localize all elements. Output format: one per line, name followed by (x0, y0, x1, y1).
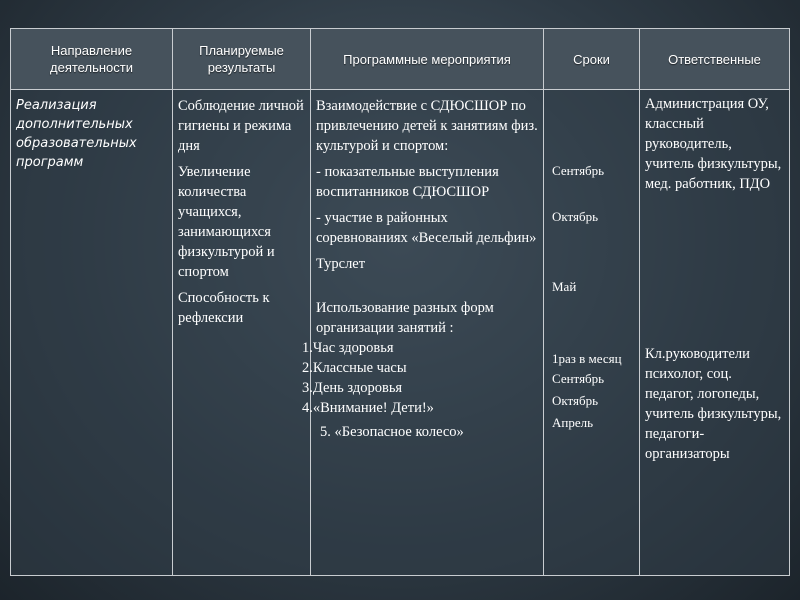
list-item-last: 5. «Безопасное колесо» (320, 424, 464, 440)
cell-results (173, 90, 311, 576)
responsible-text: Администрация ОУ, классный руководитель, учитель физкультуры, мед. работник, ПДО (645, 96, 782, 192)
date-value: Май (552, 279, 577, 294)
date-value: Октябрь (552, 393, 599, 408)
date-value: Сентябрь (552, 371, 605, 386)
direction-text: Реализация дополнительных образовательных программ (16, 98, 137, 170)
header-dates: Сроки (544, 29, 640, 90)
date-value: Апрель (552, 415, 594, 430)
result-item: Способность к рефлексии (178, 290, 270, 326)
result-item: Соблюдение личной гигиены и режима дня (178, 98, 304, 154)
events-intro: Взаимодействие с СДЮСШОР по привлечению детей к занятиям физ. культурой и спортом: (316, 98, 538, 154)
cell-dates (544, 90, 640, 576)
header-events: Программные мероприятия (311, 29, 544, 90)
list-item: 1.Час здоровья (302, 340, 394, 356)
activity-plan-table (10, 28, 790, 576)
date-value: Сентябрь (552, 163, 605, 178)
date-value: 1раз в месяц (552, 351, 622, 366)
forms-list (302, 338, 538, 418)
cell-events (302, 90, 544, 576)
date-value: Октябрь (552, 209, 599, 224)
list-item: 2.Классные часы (302, 360, 407, 376)
events-item: - показательные выступления воспитанников СДЮСШОР (316, 164, 499, 200)
list-item: 3.День здоровья (302, 380, 403, 396)
responsible-text: Кл.руководители психолог, соц. педагог, логопеды, учитель физкультуры, педагоги-организаторы (645, 346, 782, 462)
table-row (11, 90, 790, 576)
header-row (11, 29, 790, 90)
header-responsible: Ответственные (640, 29, 790, 90)
cell-responsible (640, 90, 790, 576)
result-item: Увеличение количества учащихся, занимающихся физкультурой и спортом (178, 164, 275, 280)
cell-direction (11, 90, 173, 576)
events-item: Турслет (316, 256, 366, 272)
events-item: - участие в районных соревнованиях «Веселый дельфин» (316, 210, 537, 246)
header-direction: Направление деятельности (11, 29, 173, 90)
header-results: Планируемые результаты (173, 29, 311, 90)
list-item: 4.«Внимание! Дети!» (302, 400, 434, 416)
forms-intro: Использование разных форм организации занятий : (316, 300, 494, 336)
